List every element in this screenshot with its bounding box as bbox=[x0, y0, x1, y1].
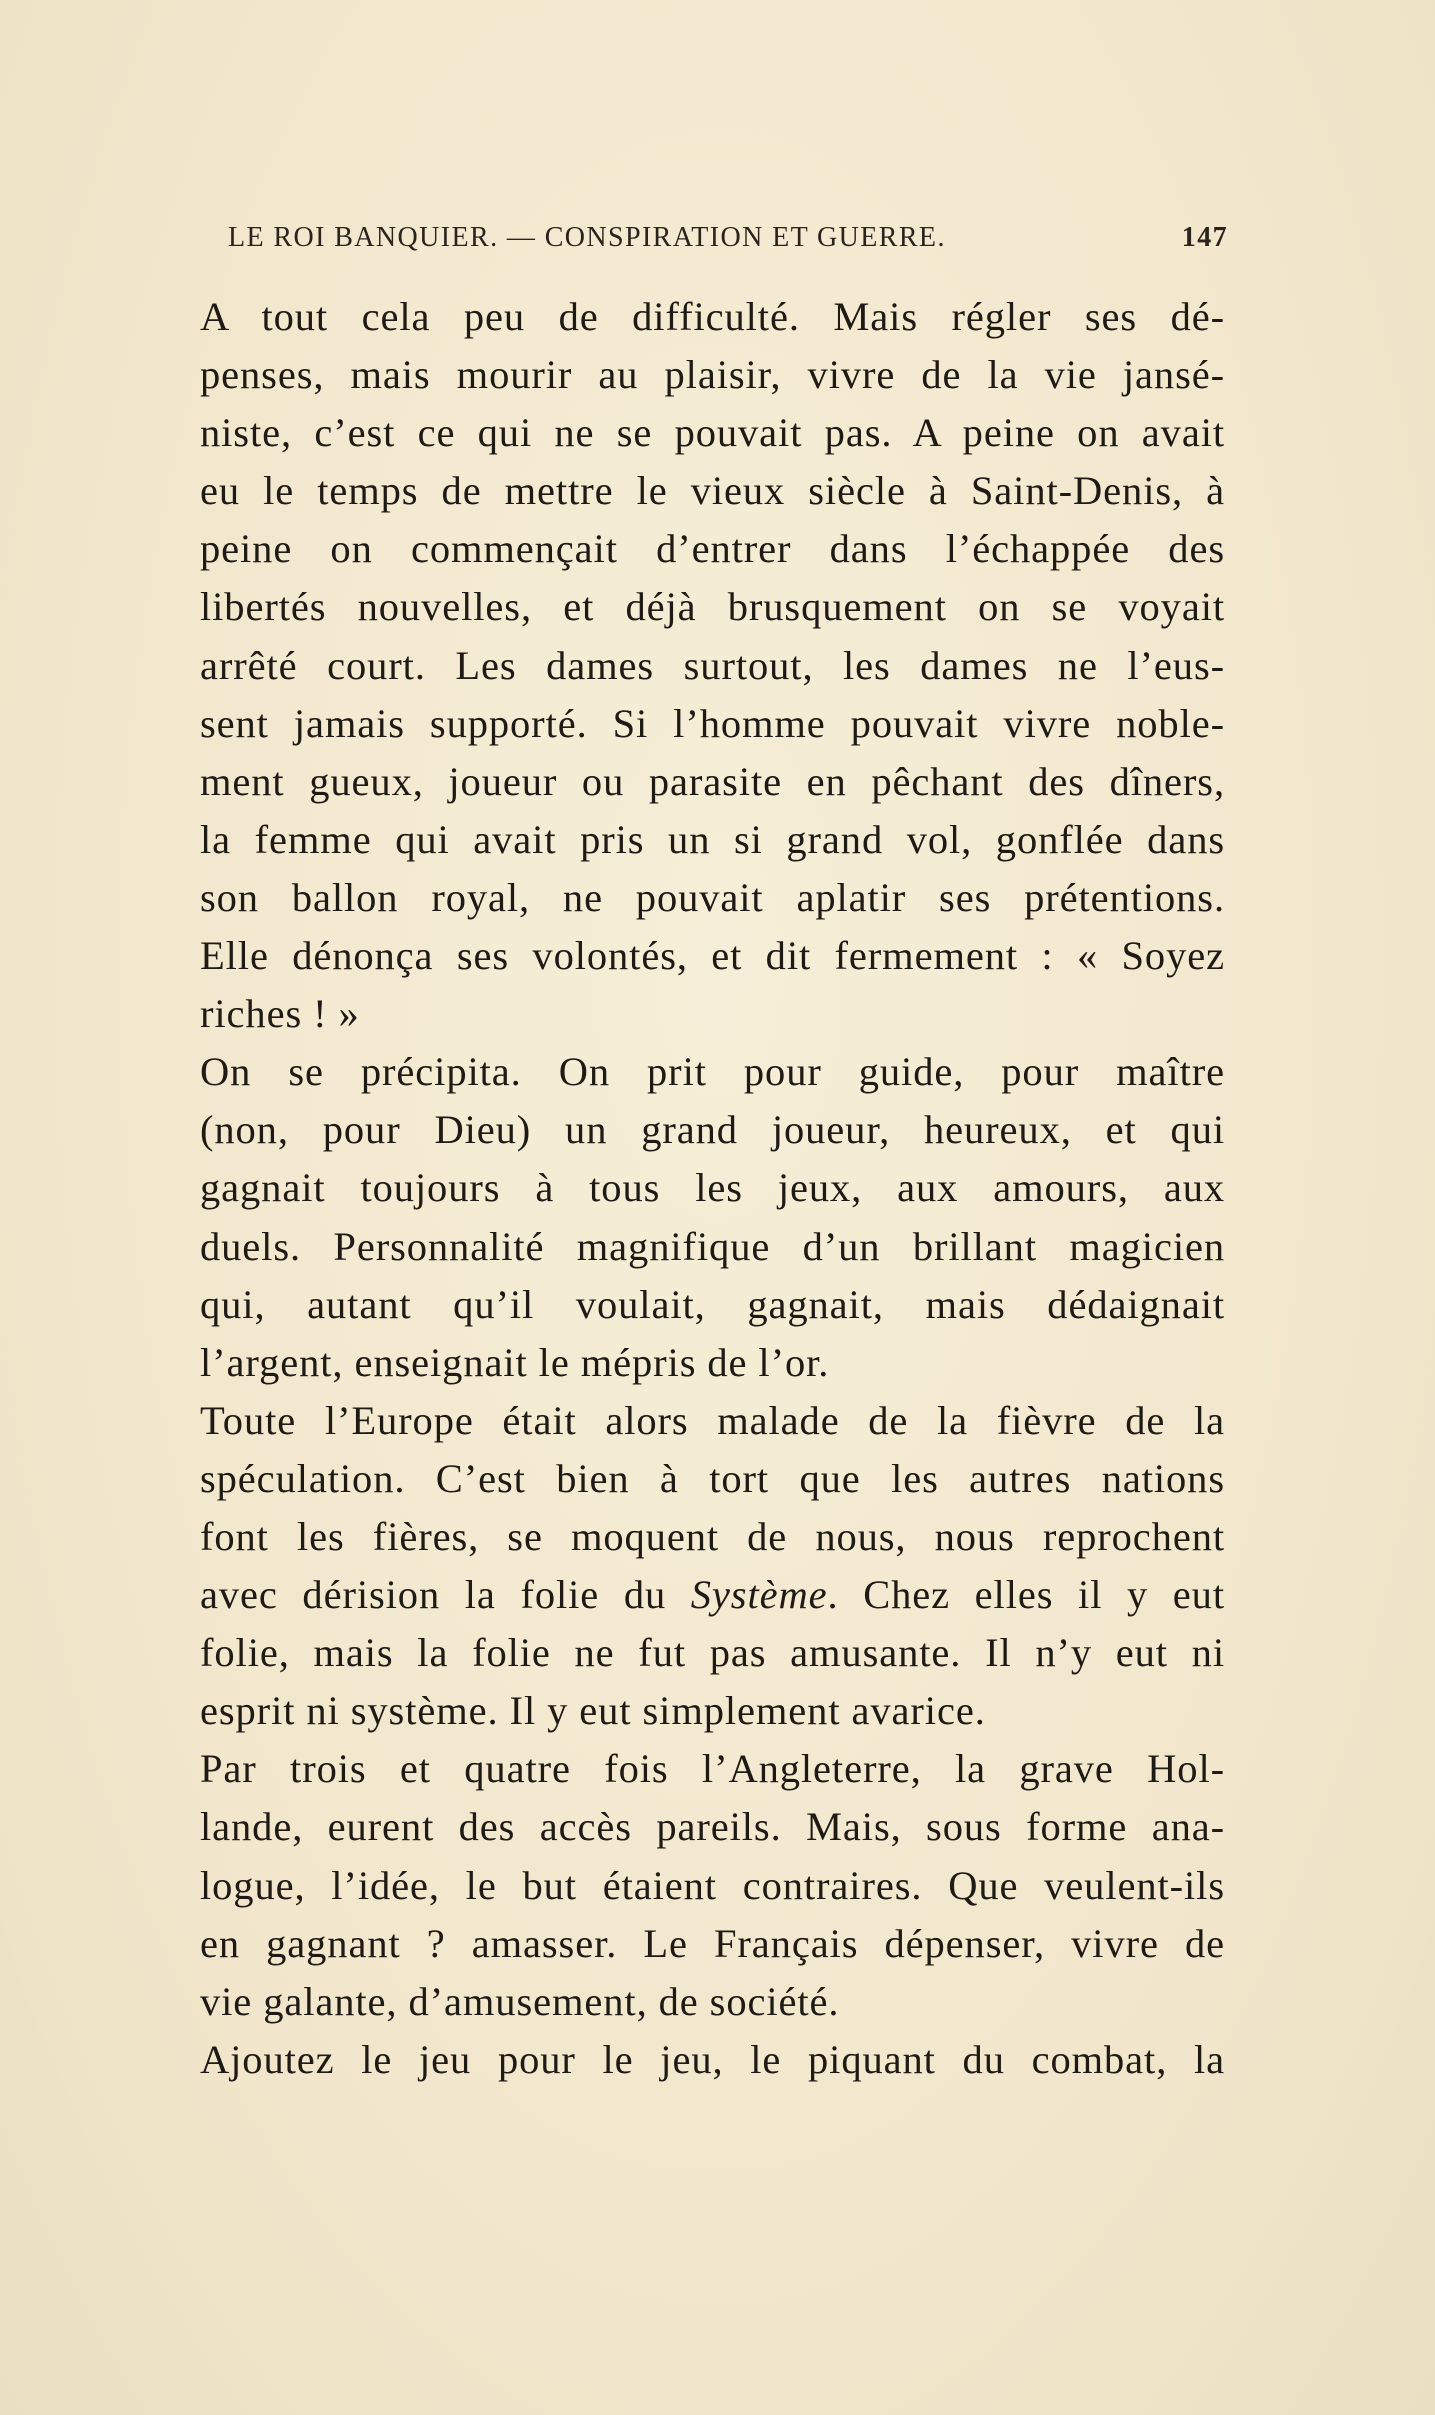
running-title: LE ROI BANQUIER. — CONSPIRATION ET GUERRE. bbox=[228, 222, 946, 253]
text-line bbox=[200, 1566, 1225, 1624]
text-line: esprit ni système. Il y eut simplement avarice. bbox=[200, 1688, 986, 1734]
text-line: eu le temps de mettre le vieux siècle à Saint-Denis, à bbox=[200, 468, 1225, 514]
text-line: arrêté court. Les dames surtout, les dames ne l’eus- bbox=[200, 642, 1225, 688]
text-line: l’argent, enseignait le mépris de l’or. bbox=[200, 1339, 830, 1385]
text-line: riches ! » bbox=[200, 991, 360, 1037]
text-line: lande, eurent des accès pareils. Mais, sous forme ana- bbox=[200, 1804, 1225, 1850]
text-line: folie, mais la folie ne fut pas amusante. Il n’y eut ni bbox=[200, 1630, 1225, 1676]
text-fragment: avec dérision la folie du bbox=[200, 1572, 667, 1618]
text-line: son ballon royal, ne pouvait aplatir ses prétentions. bbox=[200, 874, 1225, 920]
text-line: font les fières, se moquent de nous, nous reprochent bbox=[200, 1513, 1225, 1559]
text-line: niste, c’est ce qui ne se pouvait pas. A peine on avait bbox=[200, 410, 1225, 456]
text-line: duels. Personnalité magnifique d’un brillant magicien bbox=[200, 1223, 1225, 1269]
text-line: spéculation. C’est bien à tort que les autres nations bbox=[200, 1455, 1225, 1501]
text-line: ment gueux, joueur ou parasite en pêchant des dîners, bbox=[200, 758, 1225, 804]
text-line: logue, l’idée, le but étaient contraires. Que veulent-ils bbox=[200, 1862, 1225, 1908]
text-line: libertés nouvelles, et déjà brusquement on se voyait bbox=[200, 584, 1225, 630]
text-line: gagnait toujours à tous les jeux, aux amours, aux bbox=[200, 1165, 1225, 1211]
text-fragment: . Chez elles il y eut bbox=[827, 1572, 1225, 1618]
text-line: peine on commençait d’entrer dans l’échappée des bbox=[200, 526, 1225, 572]
body-text bbox=[200, 288, 1225, 2089]
page-number: 147 bbox=[1181, 222, 1228, 253]
text-line: en gagnant ? amasser. Le Français dépenser, vivre de bbox=[200, 1920, 1225, 1966]
text-line: vie galante, d’amusement, de société. bbox=[200, 1978, 840, 2024]
text-line: A tout cela peu de difficulté. Mais régler ses dé- bbox=[200, 294, 1225, 339]
text-line: la femme qui avait pris un si grand vol, gonflée dans bbox=[200, 816, 1225, 862]
italic-term: Système bbox=[690, 1572, 828, 1618]
text-line: (non, pour Dieu) un grand joueur, heureux, et qui bbox=[200, 1107, 1225, 1153]
text-line: qui, autant qu’il voulait, gagnait, mais dédaignait bbox=[200, 1281, 1225, 1327]
text-line: On se précipita. On prit pour guide, pour maître bbox=[200, 1049, 1225, 1095]
text-line: penses, mais mourir au plaisir, vivre de la vie jansé- bbox=[200, 352, 1225, 398]
text-line: Toute l’Europe était alors malade de la fièvre de la bbox=[200, 1397, 1225, 1443]
text-line: Par trois et quatre fois l’Angleterre, la grave Hol- bbox=[200, 1746, 1225, 1792]
text-line: sent jamais supporté. Si l’homme pouvait vivre noble- bbox=[200, 700, 1225, 746]
text-line: Elle dénonça ses volontés, et dit fermement : « Soyez bbox=[200, 933, 1225, 979]
text-line: Ajoutez le jeu pour le jeu, le piquant du combat, la bbox=[200, 2036, 1225, 2082]
